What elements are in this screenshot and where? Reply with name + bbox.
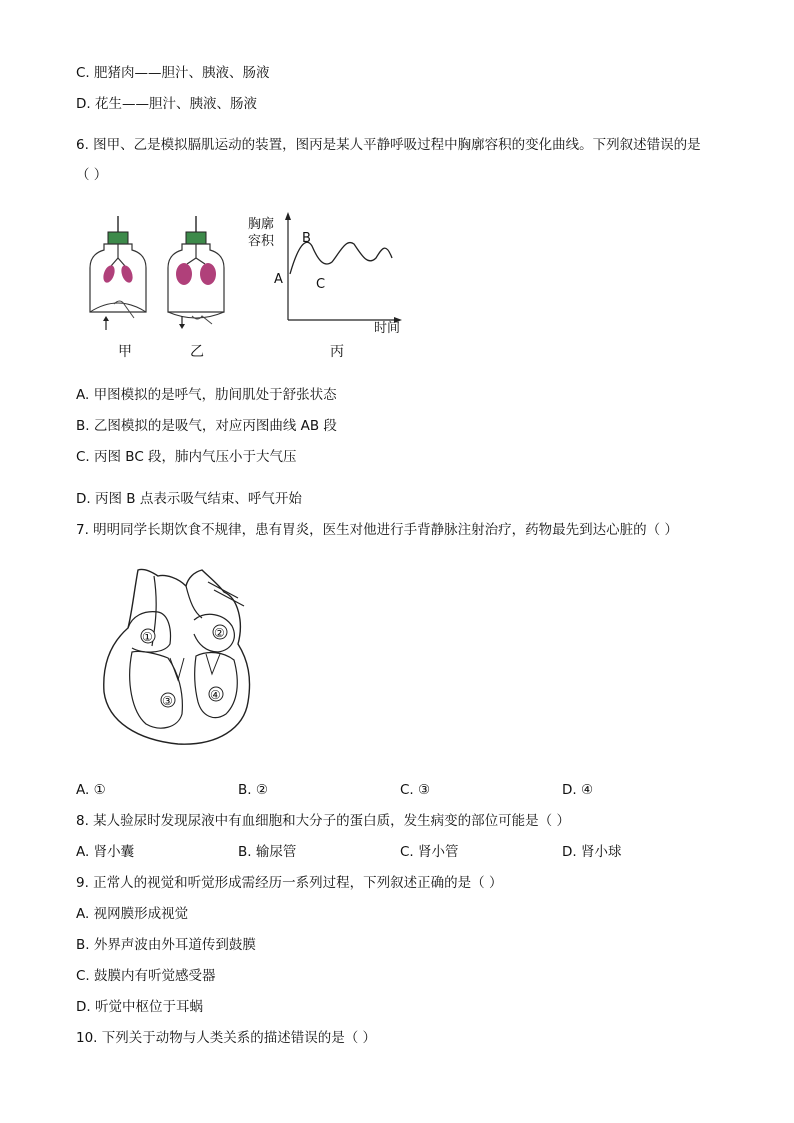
q9-option-a: A. 视网膜形成视觉 <box>76 906 189 922</box>
q10-stem: 10. 下列关于动物与人类关系的描述错误的是（ ） <box>76 1030 377 1046</box>
heart-label-2: ② <box>214 626 225 640</box>
q9-stem: 9. 正常人的视觉和听觉形成需经历一系列过程，下列叙述正确的是（ ） <box>76 875 503 891</box>
q6-option-b: B. 乙图模拟的是吸气，对应丙图曲线 AB 段 <box>76 418 337 434</box>
figure-label-bing: 丙 <box>330 344 344 360</box>
heart-label-1: ① <box>142 630 153 644</box>
q9-option-c: C. 鼓膜内有听觉感受器 <box>76 968 216 984</box>
q6-stem-bracket: （ ） <box>76 167 108 183</box>
q6-option-c: C. 丙图 BC 段，肺内气压小于大气压 <box>76 449 297 465</box>
heart-label-4: ④ <box>210 688 221 702</box>
q9-option-b: B. 外界声波由外耳道传到鼓膜 <box>76 937 256 953</box>
q7-option-d: D. ④ <box>562 782 594 798</box>
bell-jar-yi-figure <box>162 212 232 332</box>
q7-option-b: B. ② <box>238 782 268 798</box>
y-axis-label-line2: 容积 <box>248 234 275 249</box>
q7-option-a: A. ① <box>76 782 106 798</box>
q6-option-a: A. 甲图模拟的是呼气，肋间肌处于舒张状态 <box>76 387 337 403</box>
figure-label-jia: 甲 <box>118 344 132 360</box>
q6-option-d: D. 丙图 B 点表示吸气结束、呼气开始 <box>76 491 302 507</box>
q8-option-b: B. 输尿管 <box>238 844 297 860</box>
q8-option-c: C. 肾小管 <box>400 844 459 860</box>
q7-stem: 7. 明明同学长期饮食不规律，患有胃炎，医生对他进行手背静脉注射治疗，药物最先到达心脏的（ ） <box>76 522 678 538</box>
heart-label-3: ③ <box>162 694 173 708</box>
q8-option-d: D. 肾小球 <box>562 844 622 860</box>
figure-label-yi: 乙 <box>190 344 204 360</box>
curve-point-a: A <box>274 272 283 287</box>
q5-option-d: D. 花生——胆汁、胰液、肠液 <box>76 96 257 112</box>
q6-stem: 6. 图甲、乙是模拟膈肌运动的装置，图丙是某人平静呼吸过程中胸廓容积的变化曲线。下列叙述错误的是 <box>76 137 701 153</box>
bell-jar-jia-figure <box>84 212 154 332</box>
q9-option-d: D. 听觉中枢位于耳蜗 <box>76 999 203 1015</box>
chest-volume-curve-figure <box>240 208 420 338</box>
q7-option-c: C. ③ <box>400 782 431 798</box>
q8-options-row <box>76 843 736 861</box>
curve-point-b: B <box>302 231 311 246</box>
x-axis-label: 时间 <box>374 321 401 336</box>
y-axis-label-line1: 胸廓 <box>248 217 275 232</box>
q7-options-row <box>76 781 736 799</box>
heart-diagram <box>98 562 258 748</box>
q8-option-a: A. 肾小囊 <box>76 844 135 860</box>
q5-option-c: C. 肥猪肉——胆汁、胰液、肠液 <box>76 65 270 81</box>
curve-point-c: C <box>316 277 326 292</box>
q8-stem: 8. 某人验尿时发现尿液中有血细胞和大分子的蛋白质，发生病变的部位可能是（ ） <box>76 813 570 829</box>
